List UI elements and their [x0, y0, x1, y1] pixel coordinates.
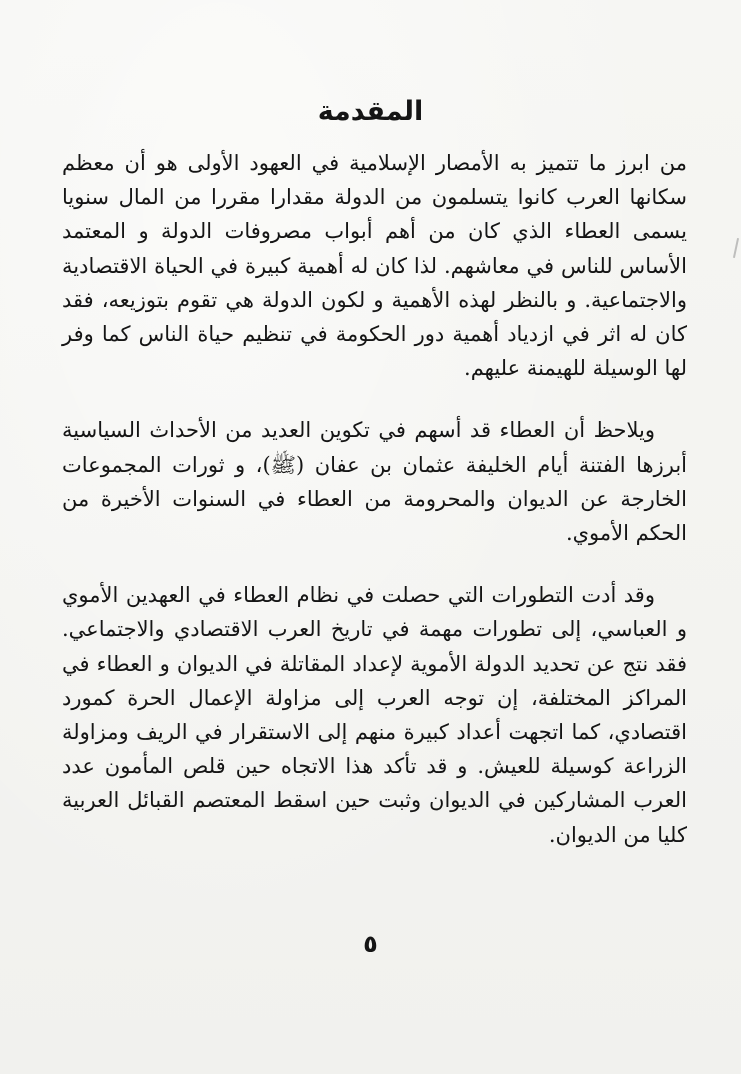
page-title: المقدمة	[317, 96, 424, 127]
page-edge-mark	[733, 238, 739, 258]
page-number: ٥	[363, 930, 378, 958]
paragraph-1: من ابرز ما تتميز به الأمصار الإسلامية في العهود الأولى هو أن معظم سكانها العرب كانوا يتسلمون من الدولة مقدارا مقررا من المال سنويا يسمى العطاء الذي كان من أهم أبواب مصروفات الدولة و المعتمد الأساس للناس في معاشهم. لذا كان له أهمية كبيرة في الحياة الاقتصادية والاجتماعية. و بالنظر لهذه الأهمية و لكون الدولة هي تقوم بتوزيعه، فقد كان له اثر في ازدياد أهمية دور الحكومة في تنظيم حياة الناس كما وفر لها الوسيلة للهيمنة عليهم.	[62, 151, 687, 381]
paragraph-2: ويلاحظ أن العطاء قد أسهم في تكوين العديد من الأحداث السياسية أبرزها الفتنة أيام الخليفة عثمان بن عفان (ﷺ)، و ثورات المجموعات الخارجة عن الديوان والمحرومة من العطاء في السنوات الأخيرة من الحكم الأموي.	[62, 418, 687, 546]
body-text	[62, 146, 687, 852]
paragraph-3: وقد أدت التطورات التي حصلت في نظام العطاء في العهدين الأموي و العباسي، إلى تطورات مهمة في تاريخ العرب الاقتصادي والاجتماعي. فقد نتج عن تحديد الدولة الأموية لإعداد المقاتلة في الديوان و العطاء في المراكز المختلفة، إن توجه العرب إلى مزاولة الإعمال الحرة كمورد اقتصادي، كما اتجهت أعداد كبيرة منهم إلى الاستقرار في الريف ومزاولة الزراعة كوسيلة للعيش. و قد تأكد هذا الاتجاه حين قلص المأمون عدد العرب المشاركين في الديوان وثبت حين اسقط المعتصم القبائل العربية كليا من الديوان.	[62, 583, 687, 847]
